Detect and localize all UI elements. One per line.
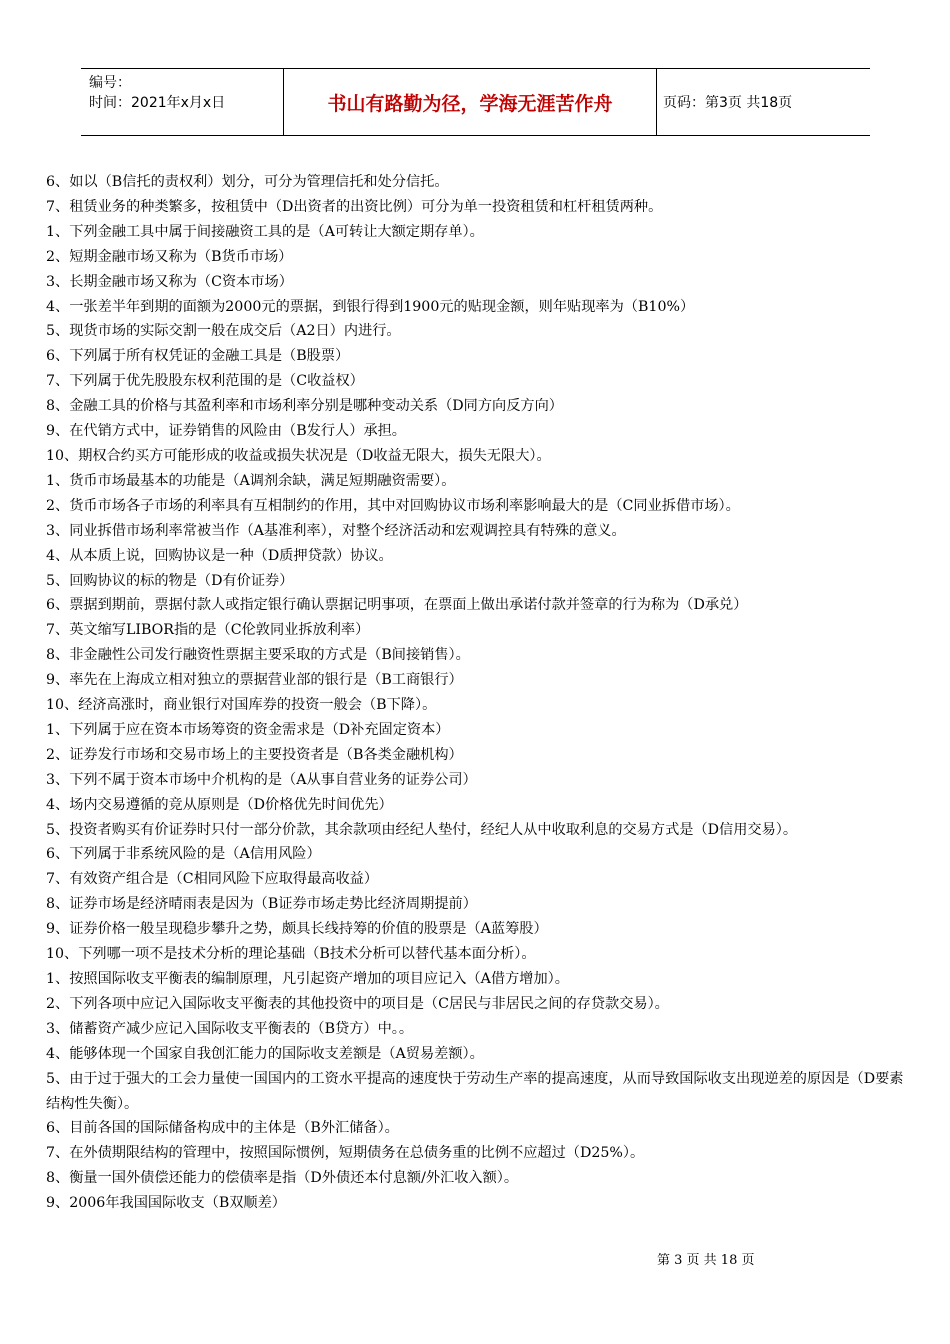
text-line: 4、从本质上说，回购协议是一种（D质押贷款）协议。 bbox=[46, 547, 393, 564]
text-line: 7、在外债期限结构的管理中，按照国际惯例，短期债务在总债务重的比例不应超过（D25%）。 bbox=[46, 1145, 645, 1162]
text-line: 10、经济高涨时，商业银行对国库券的投资一般会（B下降）。 bbox=[46, 697, 437, 714]
text-line: 8、衡量一国外债偿还能力的偿债率是指（D外债还本付息额/外汇收入额）。 bbox=[46, 1170, 519, 1187]
text-line: 3、储蓄资产减少应记入国际收支平衡表的（B贷方）中。。 bbox=[46, 1020, 414, 1037]
text-line: 7、英文缩写LIBOR指的是（C伦敦同业拆放利率） bbox=[46, 622, 370, 639]
text-line: 9、在代销方式中，证券销售的风险由（B发行人）承担。 bbox=[46, 423, 406, 440]
text-line: 8、证券市场是经济晴雨表是因为（B证券市场走势比经济周期提前） bbox=[46, 896, 477, 913]
text-line: 7、下列属于优先股股东权利范围的是（C收益权） bbox=[46, 373, 364, 390]
text-line: 6、目前各国的国际储备构成中的主体是（B外汇储备）。 bbox=[46, 1120, 399, 1137]
text-line: 1、货币市场最基本的功能是（A调剂余缺，满足短期融资需要）。 bbox=[46, 472, 456, 489]
page-code: 页码：第3页 共18页 bbox=[663, 95, 793, 111]
text-line: 8、金融工具的价格与其盈利率和市场利率分别是哪种变动关系（D同方向反方向） bbox=[46, 398, 563, 415]
motto-text: 书山有路勤为径，学海无涯苦作舟 bbox=[327, 92, 613, 115]
page-footer: 第 3 页 共 18 页 bbox=[657, 1253, 755, 1268]
text-line: 2、下列各项中应记入国际收支平衡表的其他投资中的项目是（C居民与非居民之间的存贷款交易）。 bbox=[46, 995, 669, 1012]
text-line: 2、货币市场各子市场的利率具有互相制约的作用，其中对回购协议市场利率影响最大的是（C同业拆借市场）。 bbox=[46, 497, 740, 514]
text-line: 1、按照国际收支平衡表的编制原理，凡引起资产增加的项目应记入（A借方增加）。 bbox=[46, 971, 569, 987]
text-line: 7、有效资产组合是（C相同风险下应取得最高收益） bbox=[46, 871, 379, 888]
text-line: 8、非金融性公司发行融资性票据主要采取的方式是（B间接销售）。 bbox=[46, 647, 470, 664]
number-label: 编号： bbox=[89, 75, 131, 91]
text-line: 9、证券价格一般呈现稳步攀升之势，颇具长线持筹的价值的股票是（A蓝筹股） bbox=[46, 921, 548, 938]
text-line: 1、下列属于应在资本市场筹资的资金需求是（D补充固定资本） bbox=[46, 721, 450, 738]
text-line: 5、回购协议的标的物是（D有价证券） bbox=[46, 572, 294, 589]
page-code-cell bbox=[657, 69, 870, 135]
text-line: 5、由于过于强大的工会力量使一国国内的工资水平提高的速度快于劳动生产率的提高速度，从而导致国际收支出现逆差的原因是（D要素结构性失衡）。 bbox=[46, 1070, 904, 1112]
text-line: 6、如以（B信托的责权利）划分，可分为管理信托和处分信托。 bbox=[46, 174, 449, 190]
text-line: 10、下列哪一项不是技术分析的理论基础（B技术分析可以替代基本面分析）。 bbox=[46, 946, 536, 963]
text-line: 3、长期金融市场又称为（C资本市场） bbox=[46, 273, 293, 290]
text-line: 5、投资者购买有价证券时只付一部分价款，其余款项由经纪人垫付，经纪人从中收取利息的交易方式是（D信用交易）。 bbox=[46, 821, 798, 838]
text-line: 6、下列属于非系统风险的是（A信用风险） bbox=[46, 846, 321, 863]
text-line: 9、2006年我国国际收支（B双顺差） bbox=[46, 1195, 286, 1212]
text-line: 3、同业拆借市场利率常被当作（A基准利率），对整个经济活动和宏观调控具有特殊的意义。 bbox=[46, 522, 626, 539]
text-line: 5、现货市场的实际交割一般在成交后（A2日）内进行。 bbox=[46, 323, 401, 340]
text-line: 9、率先在上海成立相对独立的票据营业部的银行是（B工商银行） bbox=[46, 672, 463, 689]
text-line: 6、票据到期前，票据付款人或指定银行确认票据记明事项，在票面上做出承诺付款并签章的行为称为（D承兑） bbox=[46, 597, 748, 614]
text-line: 2、短期金融市场又称为（B货币市场） bbox=[46, 248, 293, 265]
text-line: 6、下列属于所有权凭证的金融工具是（B股票） bbox=[46, 348, 350, 365]
header-table bbox=[81, 68, 870, 136]
header-info-cell bbox=[81, 69, 284, 135]
text-line: 2、证券发行市场和交易市场上的主要投资者是（B各类金融机构） bbox=[46, 746, 463, 763]
text-line: 4、能够体现一个国家自我创汇能力的国际收支差额是（A贸易差额）。 bbox=[46, 1045, 484, 1062]
motto-cell bbox=[284, 69, 657, 135]
text-line: 10、期权合约买方可能形成的收益或损失状况是（D收益无限大，损失无限大）。 bbox=[46, 447, 551, 464]
time-label: 时间：2021年x月x日 bbox=[89, 95, 226, 111]
text-line: 4、一张差半年到期的面额为2000元的票据，到银行得到1900元的贴现金额，则年贴现率为（B10%） bbox=[46, 298, 695, 315]
document-body bbox=[46, 170, 908, 1216]
text-line: 1、下列金融工具中属于间接融资工具的是（A可转让大额定期存单）。 bbox=[46, 223, 484, 240]
text-line: 3、下列不属于资本市场中介机构的是（A从事自营业务的证券公司） bbox=[46, 771, 477, 788]
text-line: 4、场内交易遵循的竞从原则是（D价格优先时间优先） bbox=[46, 796, 393, 813]
text-line: 7、租赁业务的种类繁多，按租赁中（D出资者的出资比例）可分为单一投资租赁和杠杆租赁两种。 bbox=[46, 198, 663, 215]
